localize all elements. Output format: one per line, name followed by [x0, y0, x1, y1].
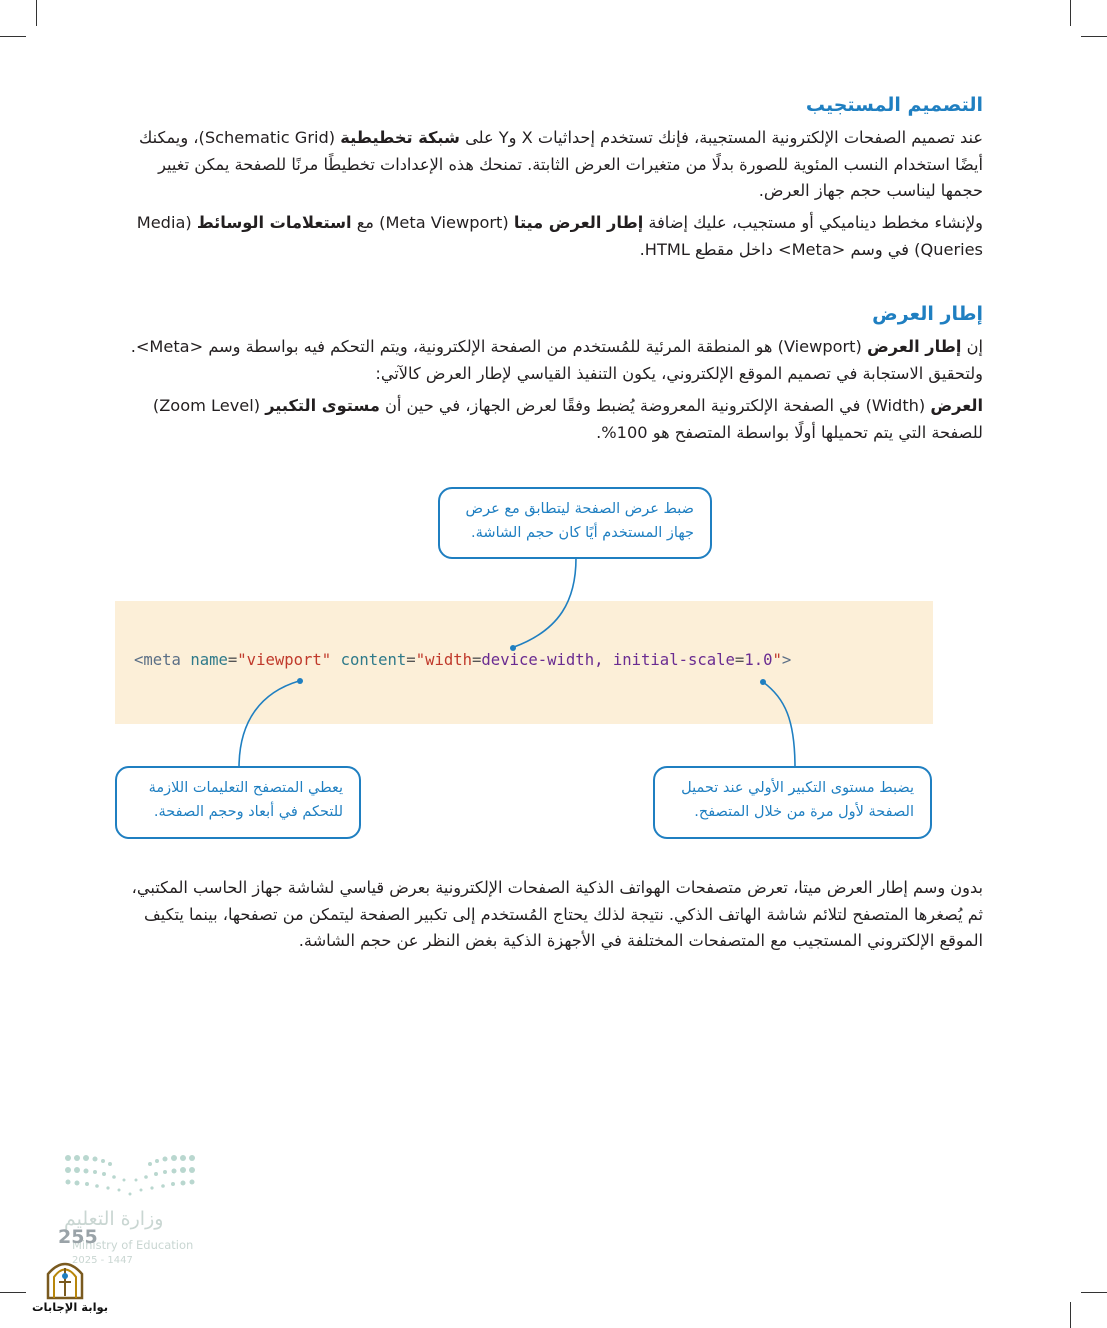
ministry-years: 2025 - 1447	[72, 1255, 133, 1266]
term-meta-viewport: إطار العرض ميتا	[513, 213, 644, 232]
callout-width-device	[438, 487, 712, 559]
text-run: ولإنشاء مخطط ديناميكي أو مستجيب، عليك إضافة	[643, 213, 983, 232]
connector-top	[514, 558, 576, 647]
callout-line: جهاز المستخدم أيًا كان حجم الشاشة.	[471, 525, 694, 541]
code-quote: "	[772, 651, 782, 669]
text-run: (Schematic Grid)، ويمكنك أيضًا استخدام النسب المئوية للصورة بدلًا من متغيرات العرض الثابتة. تمنحك هذه الإعدادات تخطيطًا مرنًا للصفحة يمكن تغيير حجمها ليناسب حجم جهاز العرض.	[138, 128, 983, 200]
section-heading-responsive-design: التصميم المستجيب	[805, 94, 983, 116]
callout-line: يعطي المتصفح التعليمات اللازمة	[148, 780, 343, 796]
text-run: (Media Queries) في وسم <Meta> داخل مقطع HTML.	[136, 213, 983, 259]
callout-browser-instructions	[115, 766, 361, 839]
paragraph-without-meta: بدون وسم إطار العرض ميتا، تعرض متصفحات الهواتف الذكية الصفحات الإلكترونية بعرض قياسي لشاشة جهاز الحاسب المكتبي، ثم يُصغرها المتصفح لتلائم شاشة الهاتف الذكي. نتيجة لذلك يحتاج المُستخدم إلى تكبير الصفحة ليتمكن من تصفحها، بينما يتكيف الموقع الإلكتروني المستجيب مع المتصفحات المختلفة في الأجهزة الذكية بغض النظر عن حجم الشاشة.	[131, 878, 983, 950]
code-equals: =	[734, 651, 745, 669]
gate-logo-icon	[44, 1256, 86, 1300]
ministry-name-arabic: وزارة التعليم	[64, 1208, 164, 1230]
term-media-queries: استعلامات الوسائط	[196, 213, 352, 232]
code-tag-close: >	[781, 651, 792, 669]
code-key-initial-scale: initial-scale	[612, 651, 735, 669]
text-run: إن	[961, 337, 983, 356]
connector-dot-top	[510, 645, 516, 651]
text-run: (Meta Viewport) مع	[351, 213, 514, 232]
code-value-scale: 1.0	[744, 651, 773, 669]
ministry-logo-icon	[62, 1150, 202, 1200]
callout-line: الصفحة لأول مرة من خلال المتصفح.	[694, 804, 914, 820]
term-schematic-grid: شبكة تخطيطية	[340, 128, 460, 147]
code-value-viewport: "viewport"	[237, 651, 332, 669]
ministry-name-english: Ministry of Education	[72, 1238, 194, 1252]
term-width: العرض	[930, 396, 983, 415]
text-run: عند تصميم الصفحات الإلكترونية المستجيبة، فإنك تستخدم إحداثيات X وY على	[459, 128, 983, 147]
callout-initial-zoom	[653, 766, 932, 839]
section-heading-viewport: إطار العرض	[872, 303, 983, 325]
code-equals: =	[406, 651, 416, 669]
text-run: (Zoom Level) للصفحة التي يتم تحميلها أولًا بواسطة المتصفح هو 100%.	[152, 396, 983, 442]
page-number: 255	[58, 1226, 98, 1248]
callout-line: ضبط عرض الصفحة ليتطابق مع عرض	[465, 501, 694, 517]
callout-line: للتحكم في أبعاد وحجم الصفحة.	[153, 804, 343, 820]
code-quote: "	[415, 651, 426, 669]
code-key-width: width	[425, 651, 473, 669]
connector-dot-right	[760, 679, 766, 685]
connector-dot-left	[297, 678, 303, 684]
code-value-device-width: device-width,	[481, 651, 613, 669]
text-run: (Viewport) هو المنطقة المرئية للمُستخدم من الصفحة الإلكترونية، ويتم التحكم فيه بواسطة وسم <Meta>. ولتحقيق الاستجابة في تصميم الموقع الإلكتروني، يكون التنفيذ القياسي لإطار العرض كالآتي:	[130, 337, 983, 383]
code-equals: =	[472, 651, 482, 669]
term-zoom-level: مستوى التكبير	[265, 396, 380, 415]
code-attr-content: content	[340, 651, 407, 669]
connector-left	[239, 681, 299, 768]
term-viewport: إطار العرض	[867, 337, 962, 356]
callout-line: يضبط مستوى التكبير الأولي عند تحميل	[681, 780, 914, 796]
code-attr-name: name	[190, 651, 228, 669]
gate-logo-label: بوابة الإجابات	[32, 1300, 109, 1314]
text-run: (Width) في الصفحة الإلكترونية المعروضة يُضبط وفقًا لعرض الجهاز، في حين أن	[379, 396, 931, 415]
code-equals: =	[227, 651, 238, 669]
connector-right	[763, 682, 795, 768]
code-tag-open: <meta	[134, 651, 181, 669]
